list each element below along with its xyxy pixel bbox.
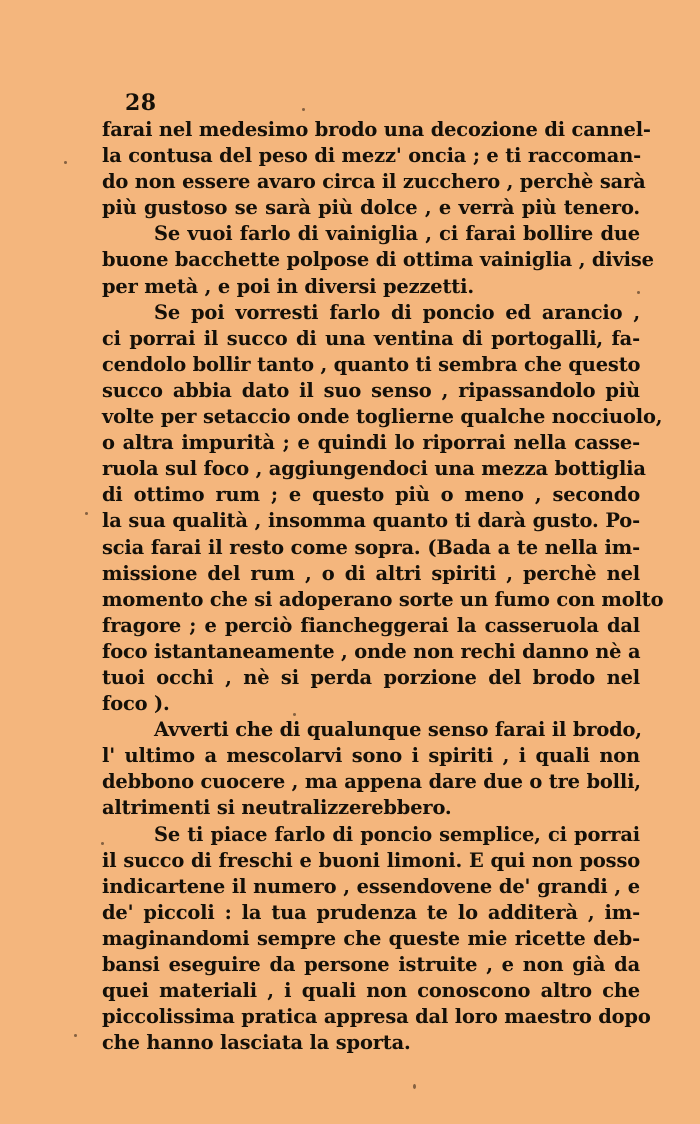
text-line: maginandomi sempre che queste mie ricette deb- [102,926,640,950]
text-line: per metà , e poi in diversi pezzetti. [102,274,474,298]
text-line: Avverti che di qualunque senso farai il brodo, [154,718,642,742]
text-line: foco ). [102,692,170,716]
text-line: fragore ; e perciò fiancheggerai la casseruola dal [102,613,640,637]
ink-speck [85,512,88,515]
text-line: de' piccoli : la tua prudenza te lo additerà , im- [102,900,640,924]
ink-speck [637,291,640,294]
text-line: foco istantaneamente , onde non rechi danno nè a [102,639,641,663]
text-line: Se poi vorresti farlo di poncio ed arancio , [154,300,640,324]
text-line: Se ti piace farlo di poncio semplice, ci porrai [154,822,640,846]
text-line: farai nel medesimo brodo una decozione di cannel- [102,118,651,141]
text-line: piccolissima pratica appresa dal loro maestro dopo [102,1005,651,1029]
text-line: o altra impurità ; e quindi lo riporrai nella casse- [102,431,640,455]
ink-speck [293,713,296,716]
text-line: il succo di freschi e buoni limoni. E qui non posso [102,848,640,872]
ink-speck [413,1084,416,1089]
text-line: volte per setaccio onde toglierne qualche nocciuolo, [102,405,663,429]
text-line: debbono cuocere , ma appena dare due o tre bolli, [102,770,641,794]
text-line: di ottimo rum ; e questo più o meno , secondo [102,483,640,507]
text-line: ci porrai il succo di una ventina di portogalli, fa- [102,326,640,350]
text-line: momento che si adoperano sorte un fumo con molto [102,587,664,611]
text-line: quei materiali , i quali non conoscono altro che [102,979,640,1003]
text-line: missione del rum , o di altri spiriti , perchè nel [102,561,640,585]
text-line: altrimenti si neutralizzerebbero. [102,796,452,820]
text-line: che hanno lasciata la sporta. [102,1031,411,1055]
text-line: do non essere avaro circa il zucchero , perchè sarà [102,170,646,194]
text-line: la contusa del peso di mezz' oncia ; e ti raccoman- [102,144,642,168]
text-line: più gustoso se sarà più dolce , e verrà più tenero. [102,196,640,220]
body-text [102,117,664,1056]
ink-speck [64,161,67,164]
text-line: tuoi occhi , nè si perda porzione del brodo nel [102,665,640,689]
page-number: 28 [125,90,157,116]
text-line: ruola sul foco , aggiungendoci una mezza bottiglia [102,457,646,481]
text-line: succo abbia dato il suo senso , ripassandolo più [102,378,640,402]
text-line: Se vuoi farlo di vainiglia , ci farai bollire due [154,222,640,246]
text-line: la sua qualità , insomma quanto ti darà gusto. Po- [102,509,640,533]
text-line: cendolo bollir tanto , quanto ti sembra che questo [102,352,641,376]
ink-speck [101,842,104,845]
ink-speck [74,1034,77,1037]
ink-speck [302,108,305,111]
text-line: scia farai il resto come sopra. (Bada a te nella im- [102,535,640,559]
text-line: l' ultimo a mescolarvi sono i spiriti , i quali non [102,744,640,768]
text-line: bansi eseguire da persone istruite , e non già da [102,953,640,976]
text-line: buone bacchette polpose di ottima vainiglia , divise [102,248,654,272]
text-line: indicartene il numero , essendovene de' grandi , e [102,874,640,898]
